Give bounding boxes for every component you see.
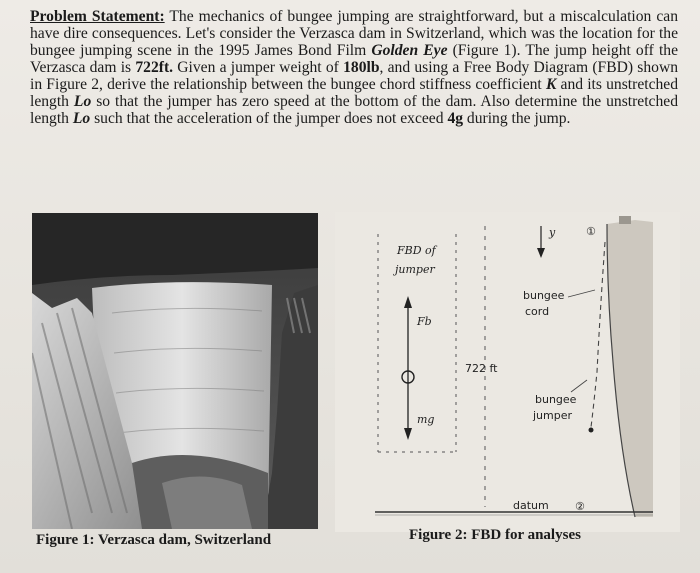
text-7: such that the acceleration of the jumper does not exceed xyxy=(90,110,448,127)
dam-top-block xyxy=(619,216,631,224)
text-4: , and using a Free Body Diagram (FBD) shown in Figure 2, derive the relationship between the bungee chord stiffness coefficient xyxy=(30,59,679,93)
y-axis-label: y xyxy=(549,226,556,239)
fbd-diagram xyxy=(335,212,680,532)
point-1-label: ① xyxy=(586,225,596,238)
dam-photo xyxy=(32,213,318,529)
figure-1-caption: Figure 1: Verzasca dam, Switzerland xyxy=(36,532,272,548)
cord-label-line-2: cord xyxy=(525,305,550,318)
text-1: The mechanics of bungee jumping are straightforward, but a miscalculation can have dire consequences. Let's consider the Verzasca dam in Switzerland, which was the location for the bungee jumping scene in the 1995 James Bond Film xyxy=(30,8,678,59)
fbd-label-line-2: jumper xyxy=(395,263,435,276)
fbd-drawing xyxy=(335,212,680,532)
figure-2-caption: Figure 2: FBD for analyses xyxy=(409,527,581,543)
text-2: (Figure 1). The jump height off the Verzasca dam is xyxy=(30,42,678,76)
lo-symbol-2: Lo xyxy=(72,110,91,127)
text-6: so that the jumper has zero speed at the bottom of the dam. Also determine the unstretched length xyxy=(30,93,678,127)
problem-label: Problem Statement: xyxy=(30,8,165,25)
cord-label-line-1: bungee xyxy=(523,289,565,302)
jumper-label-line-2: jumper xyxy=(533,409,573,422)
text-5: and its unstretched length xyxy=(30,76,679,110)
jumper-weight: 180lb xyxy=(343,59,380,76)
film-title: Golden Eye xyxy=(371,42,448,59)
jumper-point xyxy=(589,428,594,433)
problem-statement xyxy=(30,8,678,127)
force-up-label: Fb xyxy=(417,315,432,328)
datum-label: datum xyxy=(513,499,549,512)
k-symbol: K xyxy=(545,76,557,93)
dam-photo-drawing xyxy=(32,213,318,529)
accel-limit: 4g xyxy=(447,110,464,127)
text-3: Given a jumper weight of xyxy=(173,59,344,76)
height-label: 722 ft xyxy=(465,362,498,375)
point-2-label: ② xyxy=(575,500,585,513)
jumper-label-line-1: bungee xyxy=(535,393,577,406)
fbd-label-line-1: FBD of xyxy=(397,244,436,257)
jump-height: 722ft. xyxy=(135,59,174,76)
force-down-label: mg xyxy=(417,413,435,426)
text-8: during the jump. xyxy=(463,110,571,127)
lo-symbol-1: Lo xyxy=(73,93,92,110)
